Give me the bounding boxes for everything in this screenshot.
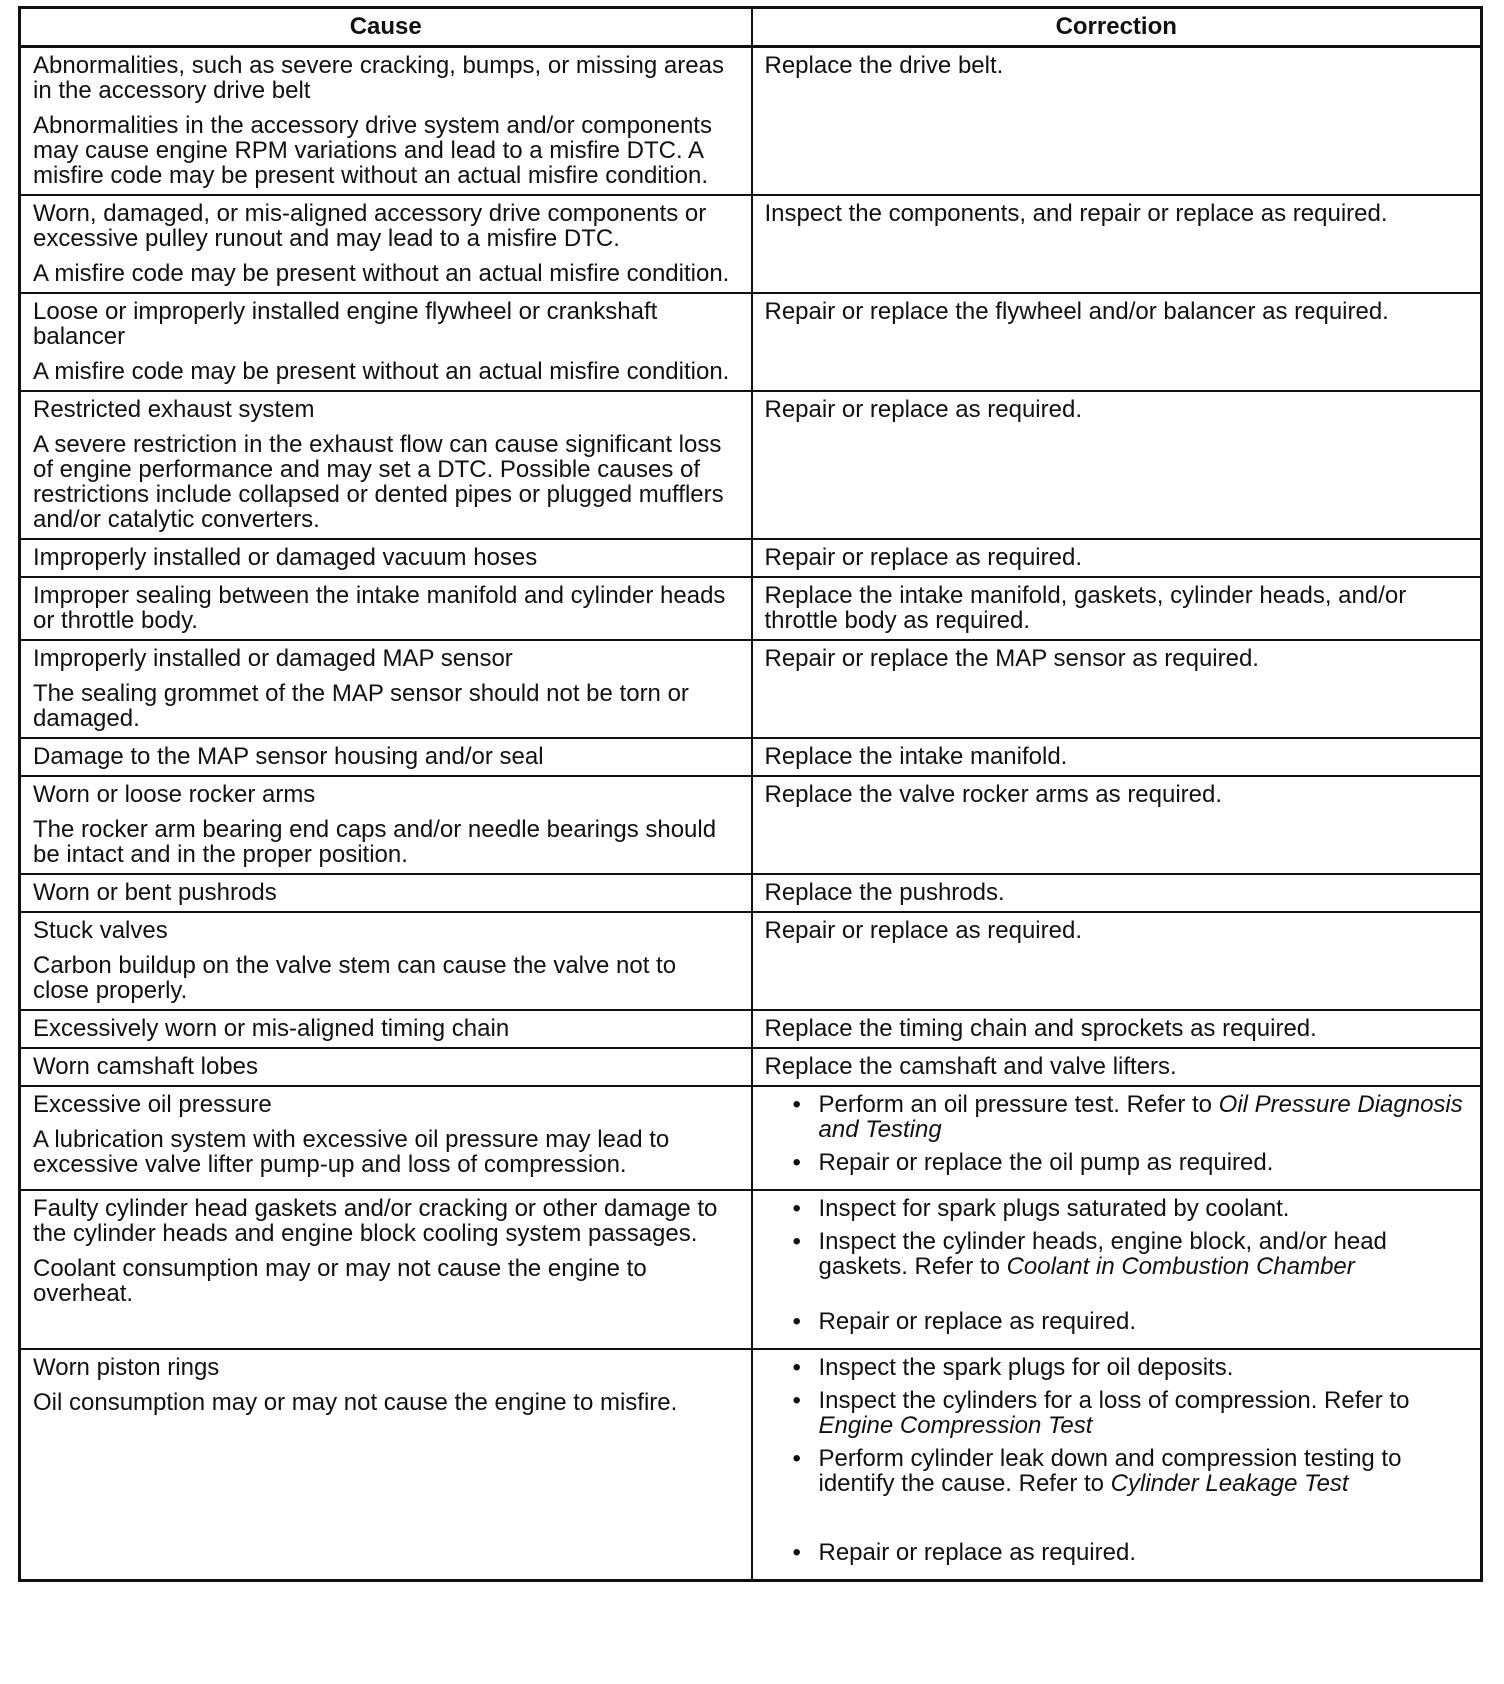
cause-note: A misfire code may be present without an actual misfire condition. [33,260,730,287]
cause-main: Stuck valves [33,917,168,944]
cause-main: Improperly installed or damaged vacuum hoses [33,544,538,571]
cause-main: Abnormalities, such as severe cracking, bumps, or missing areas in the accessory drive belt [33,52,724,104]
table-header-row [20,8,1482,47]
cause-note: A lubrication system with excessive oil pressure may lead to excessive valve lifter pump-up and loss of compression. [33,1126,670,1178]
cause-cell [20,640,752,738]
cause-main: Faulty cylinder head gaskets and/or cracking or other damage to the cylinder heads and engine block cooling system passages. [33,1195,718,1247]
correction-cell [752,738,1482,776]
reference-link: Oil Pressure Diagnosis and Testing [818,1091,1463,1143]
correction-cell [752,195,1482,293]
cause-cell [20,1048,752,1086]
table-row [20,912,1482,1010]
correction-text: Repair or replace as required. [764,396,1082,423]
table-row [20,1349,1482,1581]
correction-steps [765,1092,1469,1175]
cause-main: Improper sealing between the intake manifold and cylinder heads or throttle body. [33,582,726,634]
correction-step: • Inspect the cylinder heads, engine block, and/or head gaskets. Refer to Coolant in Combustion Chamber [765,1229,1469,1279]
cause-note: Abnormalities in the accessory drive system and/or components may cause engine RPM variations and lead to a misfire DTC. A misfire code may be present without an actual misfire condition. [33,112,712,189]
correction-text: Replace the pushrods. [764,879,1005,906]
cause-main: Worn camshaft lobes [33,1053,258,1080]
table-row [20,577,1482,640]
cause-cell [20,1010,752,1048]
cause-cell [20,539,752,577]
cause-main: Excessively worn or mis-aligned timing chain [33,1015,510,1042]
cause-cell [20,577,752,640]
cause-main: Worn or loose rocker arms [33,781,316,808]
cause-cell [20,1190,752,1349]
table-row [20,1010,1482,1048]
correction-step: • Repair or replace as required. [765,1309,1469,1334]
correction-cell [752,293,1482,391]
correction-step: • Repair or replace as required. [765,1540,1469,1565]
correction-text: Replace the intake manifold. [764,743,1068,770]
correction-cell [752,577,1482,640]
table-row [20,640,1482,738]
correction-step: • Inspect the cylinders for a loss of compression. Refer to Engine Compression Test [765,1388,1469,1438]
cause-main: Damage to the MAP sensor housing and/or seal [33,743,544,770]
cause-cell [20,195,752,293]
correction-steps [765,1196,1469,1334]
correction-cell [752,47,1482,196]
cause-cell [20,391,752,539]
correction-cell [752,539,1482,577]
cause-correction-table [18,6,1483,1582]
cause-note: Carbon buildup on the valve stem can cause the valve not to close properly. [33,952,677,1004]
correction-text: Replace the intake manifold, gaskets, cylinder heads, and/or throttle body as required. [764,582,1407,634]
cause-cell [20,874,752,912]
correction-text: Repair or replace as required. [764,917,1082,944]
table-row [20,1190,1482,1349]
cause-note: Coolant consumption may or may not cause the engine to overheat. [33,1255,647,1307]
table-row [20,47,1482,196]
table-row [20,738,1482,776]
cause-cell [20,912,752,1010]
table-row [20,195,1482,293]
cause-main: Improperly installed or damaged MAP sensor [33,645,513,672]
cause-main: Worn or bent pushrods [33,879,277,906]
cause-note: A misfire code may be present without an actual misfire condition. [33,358,730,385]
cause-note: A severe restriction in the exhaust flow can cause significant loss of engine performance and may set a DTC. Possible causes of restrictions include collapsed or dented pipes or plugged mufflers and/or catalytic converters. [33,431,724,533]
cause-cell [20,738,752,776]
correction-text: Replace the timing chain and sprockets as required. [764,1015,1317,1042]
cause-cell [20,1086,752,1190]
cause-note: The rocker arm bearing end caps and/or needle bearings should be intact and in the proper position. [33,816,717,868]
correction-text: Inspect the components, and repair or replace as required. [764,200,1388,227]
reference-link: Cylinder Leakage Test [1110,1470,1349,1497]
cause-main: Excessive oil pressure [33,1091,272,1118]
correction-cell [752,640,1482,738]
correction-step: • Inspect the spark plugs for oil deposits. [765,1355,1469,1380]
correction-text: Replace the drive belt. [764,52,1004,79]
cause-cell [20,1349,752,1581]
correction-text: Replace the camshaft and valve lifters. [764,1053,1177,1080]
correction-cell [752,1010,1482,1048]
cause-main: Loose or improperly installed engine flywheel or crankshaft balancer [33,298,658,350]
correction-step: • Perform an oil pressure test. Refer to Oil Pressure Diagnosis and Testing [765,1092,1469,1142]
correction-text: Repair or replace the flywheel and/or balancer as required. [764,298,1389,325]
correction-cell [752,1048,1482,1086]
correction-step: • Repair or replace the oil pump as required. [765,1150,1469,1175]
cause-cell [20,47,752,196]
correction-cell [752,776,1482,874]
table-row [20,1086,1482,1190]
correction-step: • Inspect for spark plugs saturated by coolant. [765,1196,1469,1221]
table-row [20,293,1482,391]
table-row [20,539,1482,577]
table-row [20,776,1482,874]
diagnosis-table-wrapper [18,6,1480,1582]
correction-text: Replace the valve rocker arms as required. [764,781,1223,808]
correction-cell [752,1086,1482,1190]
cause-main: Worn piston rings [33,1354,220,1381]
correction-text: Repair or replace as required. [764,544,1082,571]
table-row [20,1048,1482,1086]
header-cause: Cause [20,8,752,47]
correction-cell [752,1190,1482,1349]
correction-step: • Perform cylinder leak down and compression testing to identify the cause. Refer to Cylinder Leakage Test [765,1446,1469,1496]
cause-cell [20,293,752,391]
correction-cell [752,391,1482,539]
correction-steps [765,1355,1469,1565]
correction-cell [752,912,1482,1010]
correction-cell [752,874,1482,912]
correction-cell [752,1349,1482,1581]
correction-text: Repair or replace the MAP sensor as required. [764,645,1259,672]
reference-link: Engine Compression Test [818,1412,1093,1439]
header-correction: Correction [752,8,1482,47]
table-row [20,874,1482,912]
cause-note: Oil consumption may or may not cause the engine to misfire. [33,1389,678,1416]
reference-link: Coolant in Combustion Chamber [1006,1253,1355,1280]
cause-main: Worn, damaged, or mis-aligned accessory drive components or excessive pulley runout and may lead to a misfire DTC. [33,200,707,252]
table-row [20,391,1482,539]
cause-note: The sealing grommet of the MAP sensor should not be torn or damaged. [33,680,689,732]
cause-main: Restricted exhaust system [33,396,315,423]
cause-cell [20,776,752,874]
